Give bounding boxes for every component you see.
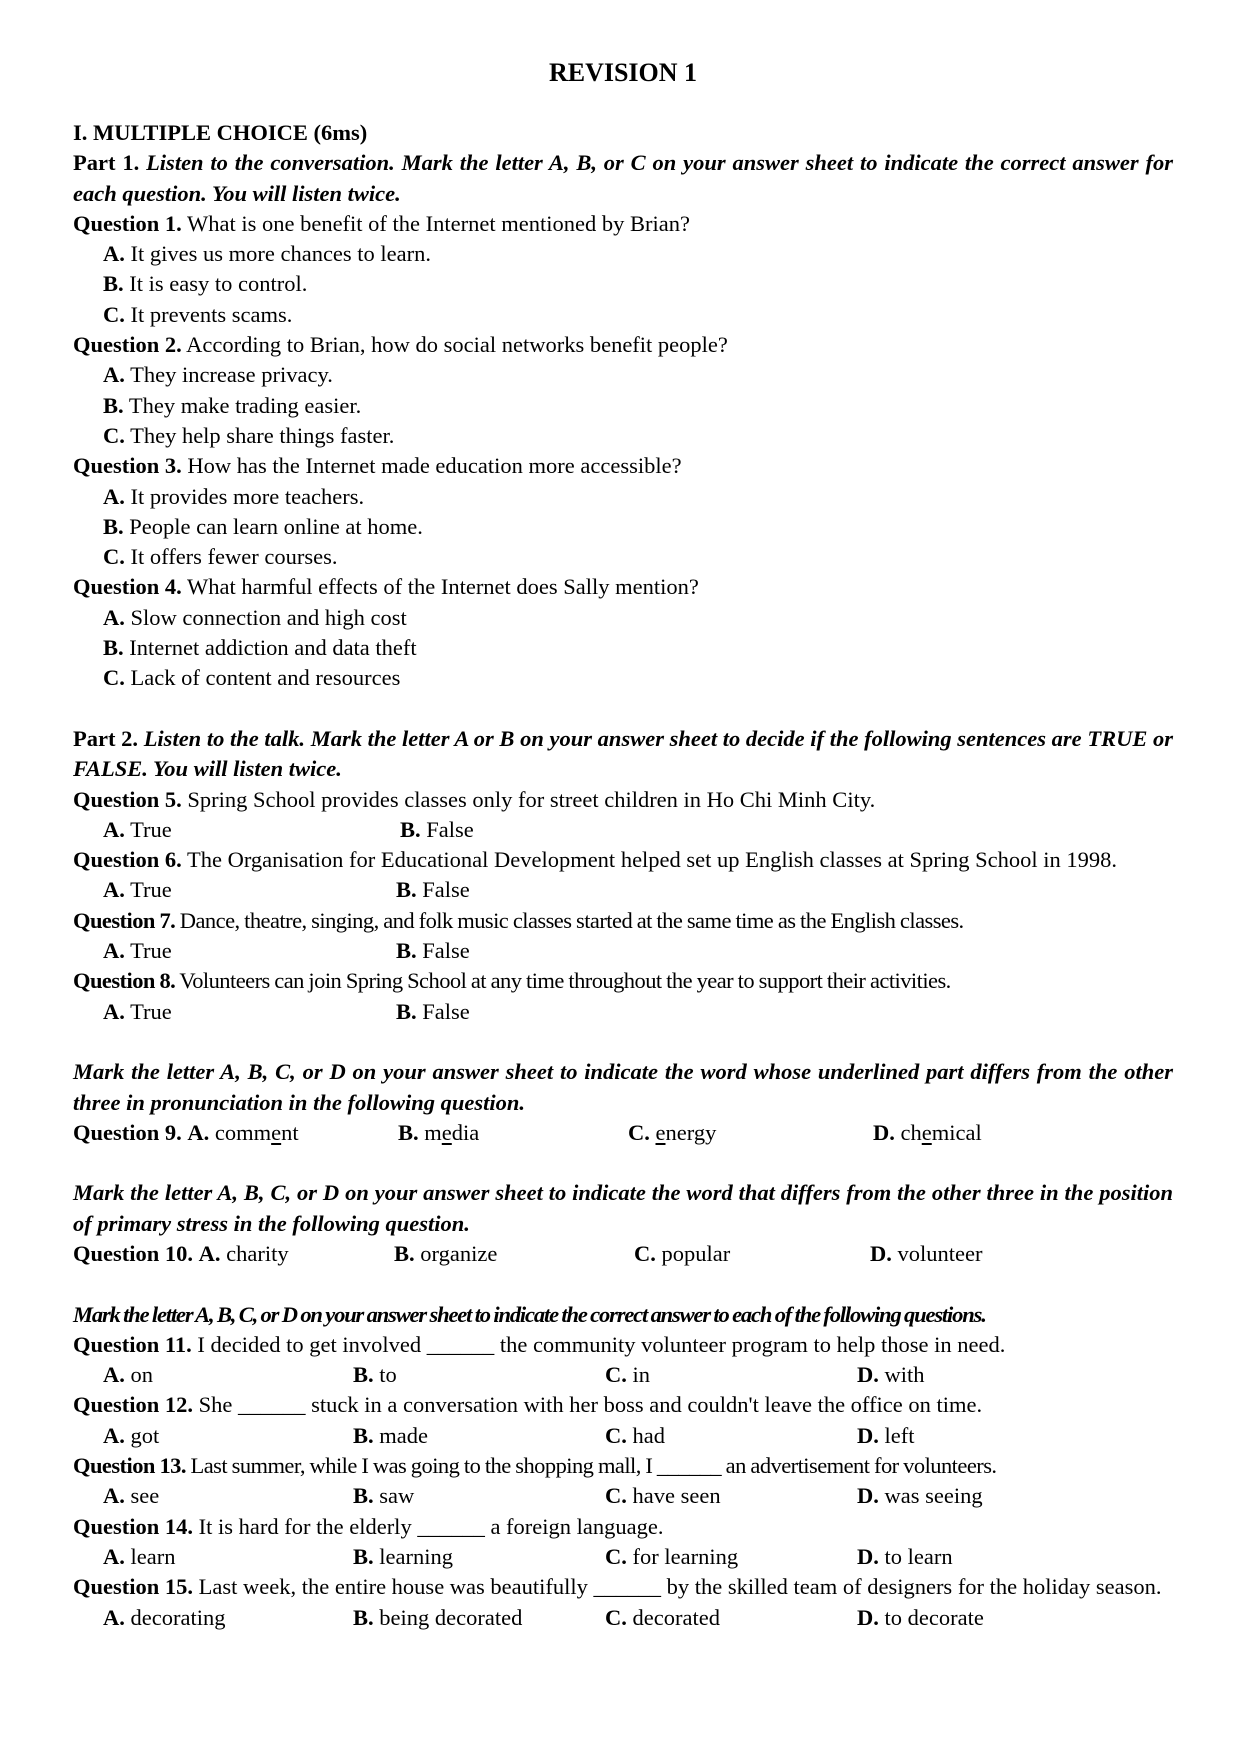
question-7 <box>73 906 1173 967</box>
part1-instruction-text: Listen to the conversation. Mark the letter A, B, or C on your answer sheet to indicate the correct answer for each question. You will listen twice. <box>73 150 1173 206</box>
option-b: B. False <box>396 938 470 964</box>
page-title: REVISION 1 <box>548 58 698 87</box>
option-a: A. got <box>103 1422 160 1448</box>
option-b: B. saw <box>353 1483 415 1509</box>
option-b: B. to <box>353 1362 397 1388</box>
option-c: C. Lack of content and resources <box>103 665 401 691</box>
question-5 <box>73 785 1173 846</box>
question-text: What is one benefit of the Internet mentioned by Brian? <box>186 210 690 236</box>
option-b: B. False <box>396 877 470 903</box>
underlined-part: e <box>271 1119 282 1145</box>
question-text: How has the Internet made education more accessible? <box>187 453 682 479</box>
stress-instruction: Mark the letter A, B, C, or D on your answer sheet to indicate the word that differs from the other three in the position of primary stress in the following question. <box>73 1180 1173 1236</box>
part2-instruction <box>73 724 1173 785</box>
true-false-options <box>73 936 1173 966</box>
pronunciation-instruction: Mark the letter A, B, C, or D on your answer sheet to indicate the word whose underlined part differs from the other three in pronunciation in the following question. <box>73 1059 1173 1115</box>
option-a: A. learn <box>103 1543 176 1569</box>
option-a: A. They increase privacy. <box>103 362 333 388</box>
option-a: A. True <box>103 998 172 1024</box>
option-c: C. decorated <box>605 1604 720 1630</box>
question-label: Question 2. <box>73 332 182 358</box>
true-false-options <box>73 997 1173 1027</box>
underlined-part: e <box>441 1119 452 1145</box>
part1-instruction <box>73 148 1173 209</box>
question-label: Question 6. <box>73 847 182 873</box>
option-b: B. being decorated <box>353 1604 523 1630</box>
question-text: Spring School provides classes only for street children in Ho Chi Minh City. <box>187 786 876 812</box>
options-row <box>73 1360 1173 1390</box>
question-text: According to Brian, how do social networks benefit people? <box>186 332 728 358</box>
question-label: Question 5. <box>73 786 182 812</box>
option-b: B. media <box>398 1119 480 1145</box>
question-1 <box>73 209 1173 330</box>
question-10 <box>73 1239 1173 1269</box>
option-d: D. left <box>857 1422 915 1448</box>
option-a: A. decorating <box>103 1604 226 1630</box>
question-3 <box>73 451 1173 572</box>
question-label: Question 14. <box>73 1513 194 1539</box>
options-row <box>73 1542 1173 1572</box>
section-heading: I. MULTIPLE CHOICE (6ms) <box>73 120 368 145</box>
option-c: C. popular <box>634 1240 731 1266</box>
option-d: D. was seeing <box>857 1483 983 1509</box>
question-9 <box>73 1118 1173 1148</box>
true-false-options <box>73 875 1173 905</box>
question-text: It is hard for the elderly ______ a foreign language. <box>198 1513 664 1539</box>
option-b: B. False <box>400 816 474 842</box>
question-text: Last summer, while I was going to the shopping mall, I ______ an advertisement for volunteers. <box>190 1453 997 1479</box>
option-a: A. True <box>103 938 172 964</box>
option-b: B. Internet addiction and data theft <box>103 635 417 661</box>
question-text: The Organisation for Educational Development helped set up English classes at Spring School in 1998. <box>186 847 1118 873</box>
question-13 <box>73 1451 1173 1512</box>
question-6 <box>73 845 1173 906</box>
underlined-part: e <box>655 1119 666 1145</box>
option-d: D. to decorate <box>857 1604 984 1630</box>
question-2 <box>73 330 1173 451</box>
option-c: C. It offers fewer courses. <box>103 544 338 570</box>
part2-label: Part 2. <box>73 725 139 751</box>
question-label: Question 1. <box>73 210 182 236</box>
question-label: Question 4. <box>73 574 182 600</box>
option-b: B. learning <box>353 1543 453 1569</box>
question-label: Question 12. <box>73 1392 194 1418</box>
option-d: D. to learn <box>857 1543 953 1569</box>
options-row <box>73 1603 1173 1633</box>
grammar-instruction: Mark the letter A, B, C, or D on your answer sheet to indicate the correct answer to each of the following questions. <box>73 1301 986 1327</box>
question-label: Question 3. <box>73 453 182 479</box>
option-b: B. False <box>396 998 470 1024</box>
option-c: C. had <box>605 1422 665 1448</box>
option-a: A. True <box>103 877 172 903</box>
question-text: Last week, the entire house was beautifully ______ by the skilled team of designers for the holiday season. <box>198 1574 1162 1600</box>
option-a: A. on <box>103 1362 153 1388</box>
option-b: B. organize <box>394 1240 498 1266</box>
options-row <box>73 1421 1173 1451</box>
question-text: Dance, theatre, singing, and folk music classes started at the same time as the English classes. <box>179 907 964 933</box>
option-c: C. They help share things faster. <box>103 422 395 448</box>
option-a: Question 9. A. comment <box>73 1119 299 1145</box>
option-d: D. volunteer <box>870 1240 983 1266</box>
option-b: B. They make trading easier. <box>103 392 362 418</box>
option-c: C. energy <box>628 1119 717 1145</box>
question-label: Question 7. <box>73 907 176 933</box>
question-label: Question 11. <box>73 1331 192 1357</box>
option-d: D. chemical <box>873 1119 982 1145</box>
question-text: Volunteers can join Spring School at any time throughout the year to support their activities. <box>179 968 951 994</box>
question-8 <box>73 966 1173 1027</box>
question-text: I decided to get involved ______ the community volunteer program to help those in need. <box>197 1331 1006 1357</box>
question-4 <box>73 572 1173 693</box>
question-label: Question 13. <box>73 1453 186 1479</box>
option-c: C. in <box>605 1362 651 1388</box>
question-label: Question 15. <box>73 1574 194 1600</box>
question-text: What harmful effects of the Internet does Sally mention? <box>186 574 699 600</box>
question-14 <box>73 1512 1173 1573</box>
question-15 <box>73 1572 1173 1633</box>
option-a: Question 10. A. charity <box>73 1240 289 1266</box>
option-b: B. People can learn online at home. <box>103 513 423 539</box>
question-label: Question 8. <box>73 968 176 994</box>
option-a: A. It gives us more chances to learn. <box>103 241 432 267</box>
option-a: A. Slow connection and high cost <box>103 604 407 630</box>
option-b: B. made <box>353 1422 428 1448</box>
option-c: C. for learning <box>605 1543 739 1569</box>
part1-label: Part 1. <box>73 150 140 176</box>
question-12 <box>73 1390 1173 1451</box>
true-false-options <box>73 815 1173 845</box>
option-a: A. True <box>103 816 172 842</box>
option-b: B. It is easy to control. <box>103 271 308 297</box>
underlined-part: e <box>921 1119 932 1145</box>
question-11 <box>73 1330 1173 1391</box>
part2-instruction-text: Listen to the talk. Mark the letter A or B on your answer sheet to decide if the following sentences are TRUE or FALSE. You will listen twice. <box>73 725 1174 782</box>
option-c: C. have seen <box>605 1483 721 1509</box>
option-c: C. It prevents scams. <box>103 301 293 327</box>
options-row <box>73 1481 1173 1511</box>
question-text: She ______ stuck in a conversation with her boss and couldn't leave the office on time. <box>198 1392 983 1418</box>
option-d: D. with <box>857 1362 925 1388</box>
option-a: A. It provides more teachers. <box>103 483 365 509</box>
option-a: A. see <box>103 1483 160 1509</box>
